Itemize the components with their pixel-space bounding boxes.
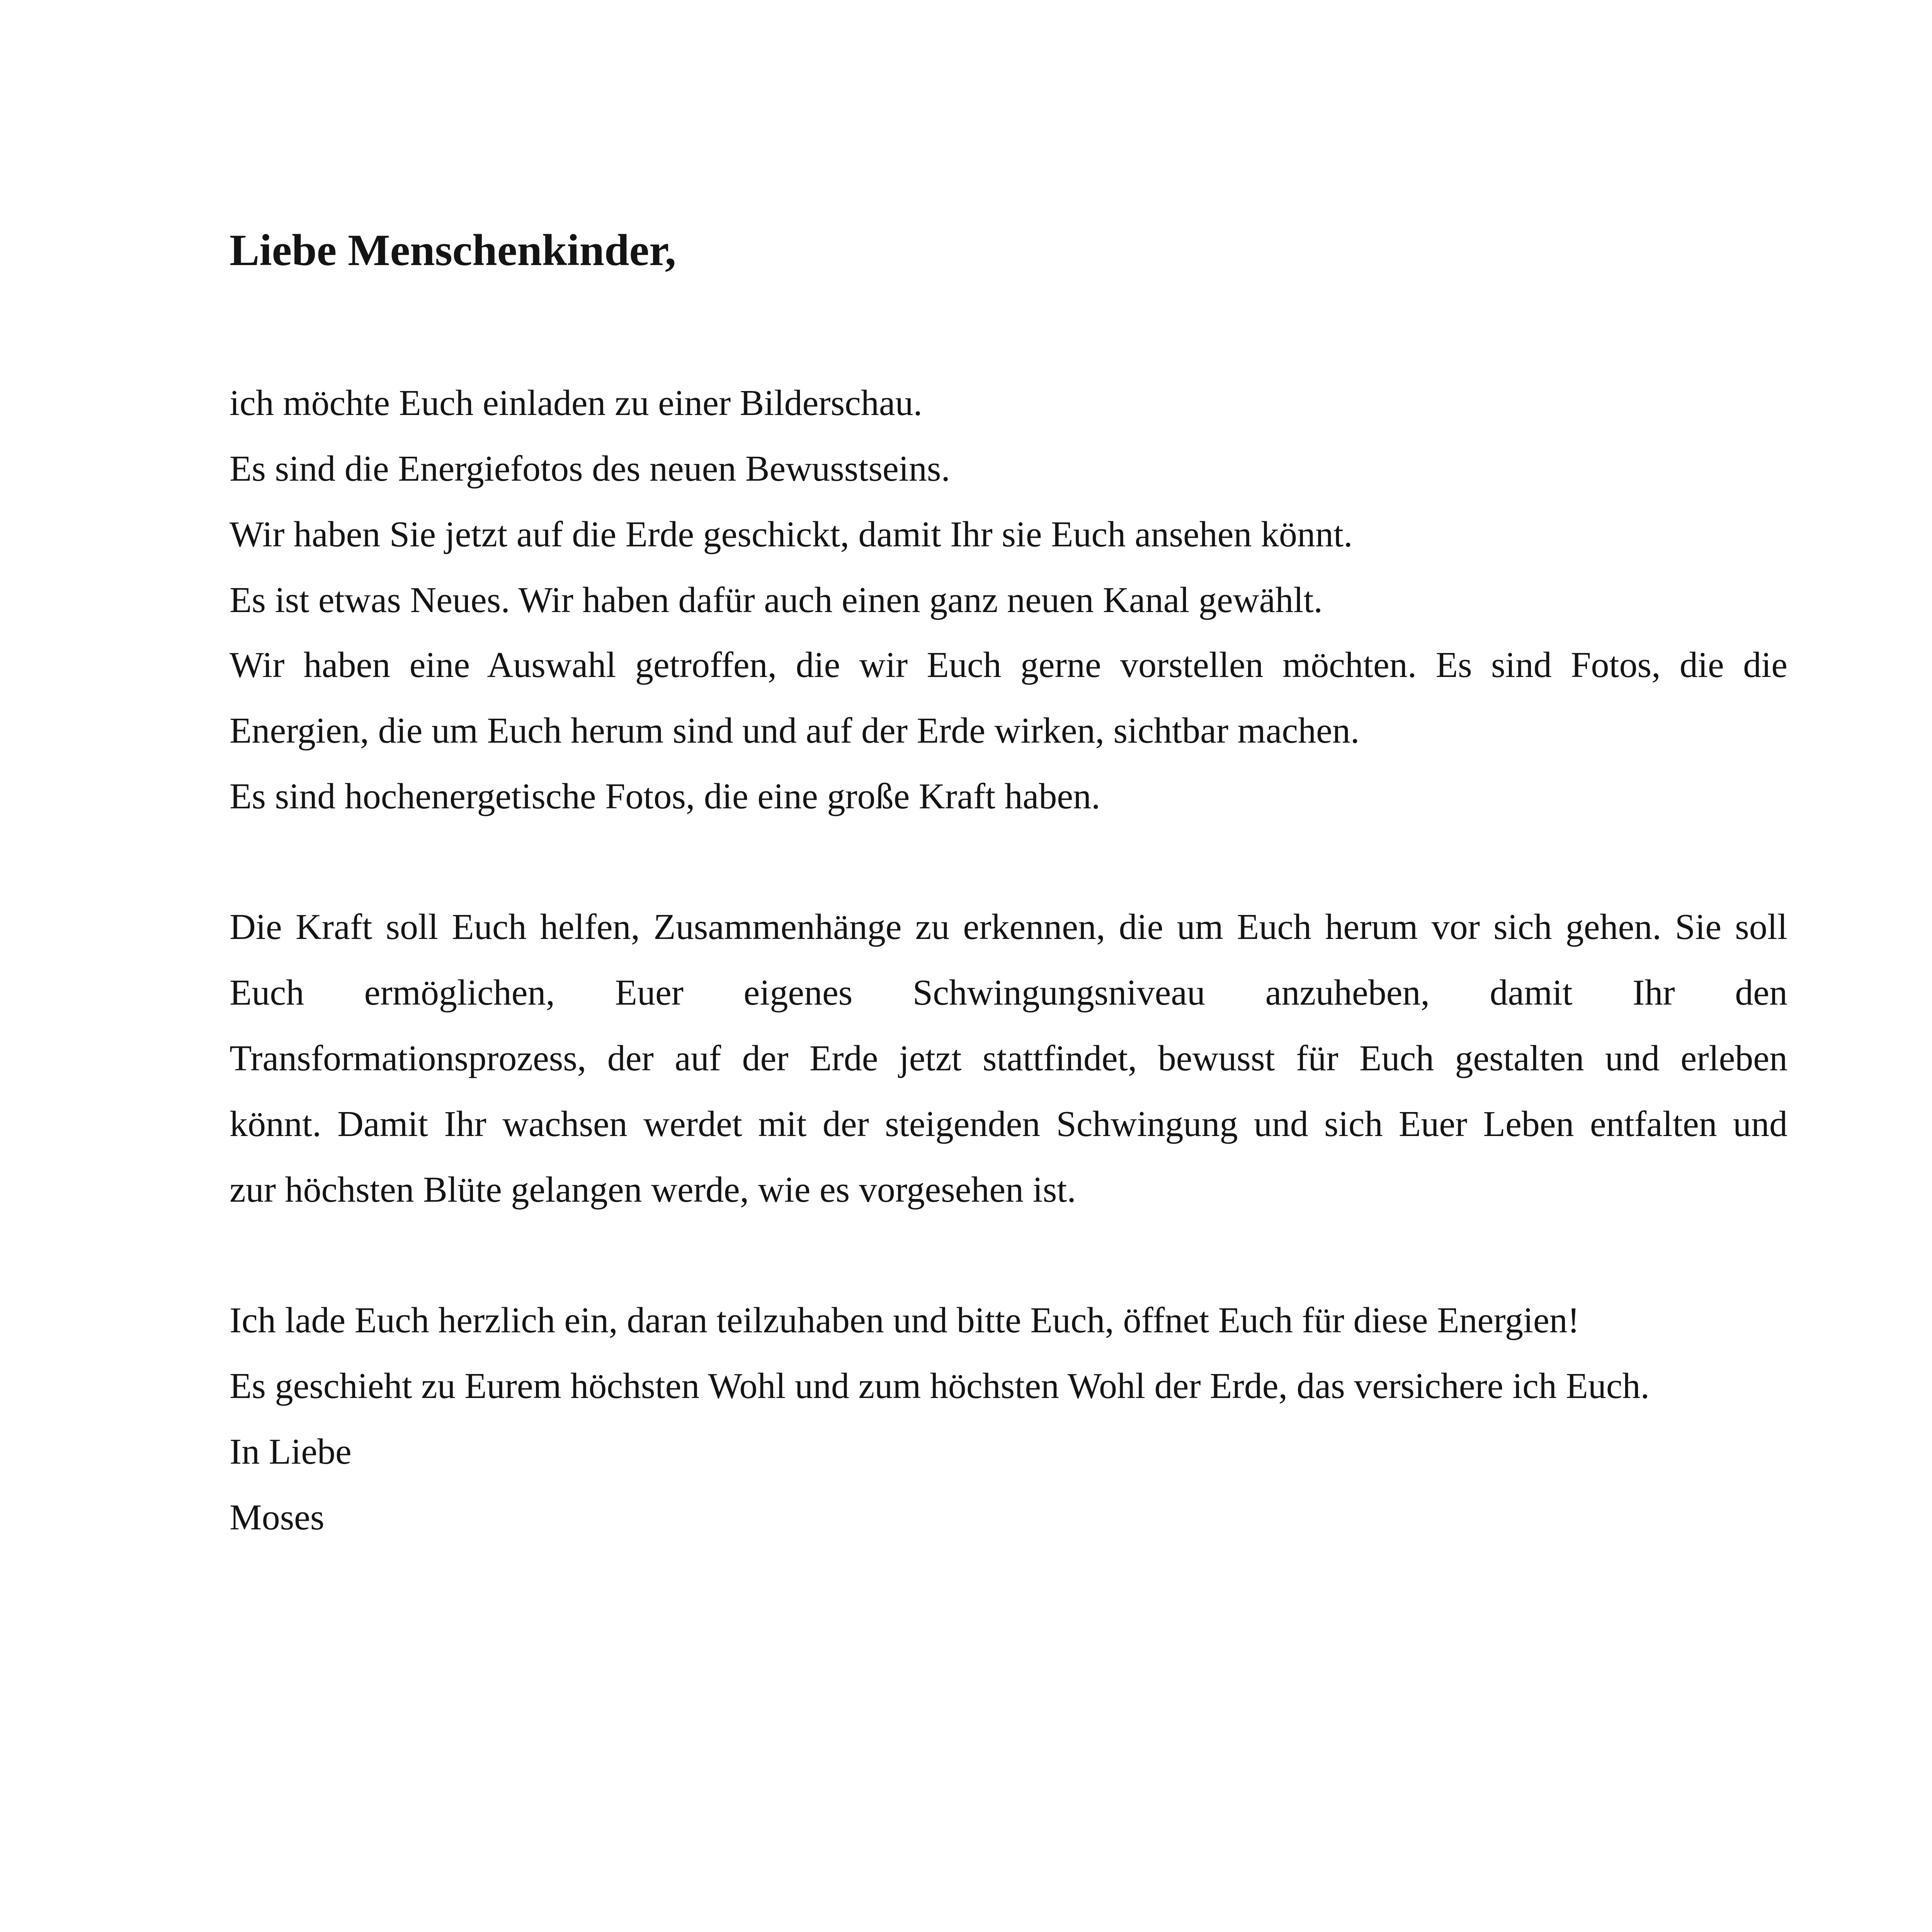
paragraph-1-line-5: Wir haben eine Auswahl getroffen, die wir Euch gerne vorstellen möchten. Es sind Fotos, die die <box>230 645 1787 685</box>
signature-text: Moses <box>230 1497 325 1537</box>
paragraph-2-line-3: Transformationsprozess, der auf der Erde jetzt stattfindet, bewusst für Euch gestalten und erleben <box>230 1038 1787 1078</box>
paragraph-1-line-4: Es ist etwas Neues. Wir haben dafür auch einen ganz neuen Kanal gewählt. <box>230 580 1323 620</box>
paragraph-2-line-1: Die Kraft soll Euch helfen, Zusammenhänge zu erkennen, die um Euch herum vor sich gehen. Sie soll <box>230 907 1787 947</box>
paragraph-3-line-1: Ich lade Euch herzlich ein, daran teilzuhaben und bitte Euch, öffnet Euch für diese Energien! <box>230 1300 1580 1340</box>
paragraph-2-line-4: könnt. Damit Ihr wachsen werdet mit der steigenden Schwingung und sich Euer Leben entfalten und <box>230 1104 1787 1144</box>
greeting-heading: Liebe Menschenkinder, <box>230 226 676 275</box>
paragraph-1-line-7: Es sind hochenergetische Fotos, die eine große Kraft haben. <box>230 776 1100 816</box>
paragraph-1-line-1: ich möchte Euch einladen zu einer Bilderschau. <box>230 383 923 423</box>
paragraph-2-line-2: Euch ermöglichen, Euer eigenes Schwingungsniveau anzuheben, damit Ihr den <box>230 973 1787 1013</box>
paragraph-1-line-3: Wir haben Sie jetzt auf die Erde geschickt, damit Ihr sie Euch ansehen könnt. <box>230 514 1353 554</box>
paragraph-3-line-2: Es geschieht zu Eurem höchsten Wohl und zum höchsten Wohl der Erde, das versichere ich Euch. <box>230 1366 1650 1406</box>
paragraph-1-line-2: Es sind die Energiefotos des neuen Bewusstseins. <box>230 449 950 489</box>
paragraph-1-line-6: Energien, die um Euch herum sind und auf der Erde wirken, sichtbar machen. <box>230 711 1360 751</box>
paragraph-2-line-5: zur höchsten Blüte gelangen werde, wie es vorgesehen ist. <box>230 1170 1076 1210</box>
closing-text: In Liebe <box>230 1432 352 1472</box>
